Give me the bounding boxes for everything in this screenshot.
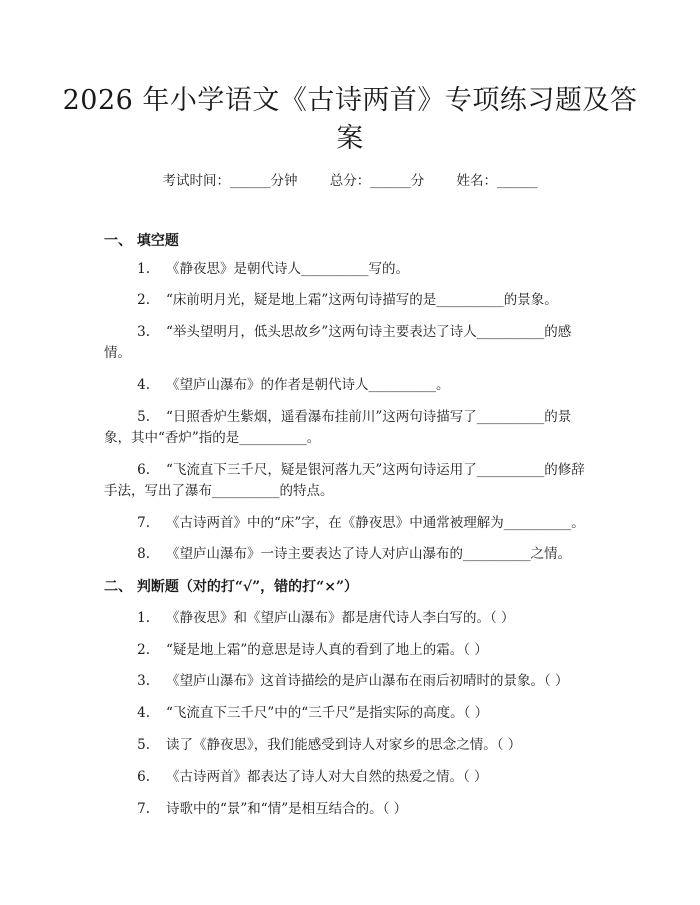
question-number: 3. (137, 324, 150, 340)
question-item (104, 259, 599, 280)
question-text: 《静夜思》和《望庐山瀑布》都是唐代诗人李白写的。（ ） (166, 610, 515, 626)
question-text: 《古诗两首》都表达了诗人对大自然的热爱之情。（ ） (166, 769, 488, 785)
question-text: 《静夜思》是朝代诗人__________写的。 (166, 261, 409, 277)
question-number: 1. (137, 261, 150, 277)
section-heading-fill-blank: 一、 填空题 (104, 233, 179, 249)
question-text: 诗歌中的“景”和“情”是相互结合的。（ ） (166, 801, 408, 817)
exam-score: 总分：______分 (329, 173, 425, 189)
student-name: 姓名：______ (456, 173, 538, 189)
question-number: 8. (137, 546, 150, 562)
question-number: 5. (137, 737, 150, 753)
question-text: “飞流直下三千尺”中的“三千尺”是指实际的高度。（ ） (166, 705, 489, 721)
question-item (104, 513, 599, 534)
question-text: “飞流直下三千尺，疑是银河落九天”这两句诗运用了__________的修辞 (166, 462, 585, 478)
question-number: 6. (137, 769, 150, 785)
question-text: 《古诗两首》中的“床”字，在《静夜思》中通常被理解为__________。 (166, 515, 585, 531)
question-item (104, 608, 599, 629)
question-text: 《望庐山瀑布》这首诗描绘的是庐山瀑布在雨后初晴时的景象。（ ） (166, 673, 569, 689)
section-heading-true-false: 二、 判断题（对的打“√”，错的打“×”） (104, 579, 359, 595)
question-item (104, 544, 599, 565)
question-number: 3. (137, 673, 150, 689)
question-item (104, 375, 599, 396)
question-item (104, 799, 599, 820)
question-number: 4. (137, 705, 150, 721)
question-number: 2. (137, 292, 150, 308)
question-text: 《望庐山瀑布》一诗主要表达了诗人对庐山瀑布的__________之情。 (166, 546, 571, 562)
document-title: 2026 年小学语文《古诗两首》专项练习题及答案 (62, 85, 638, 154)
question-item (104, 767, 599, 788)
question-item (104, 703, 599, 724)
question-item (104, 290, 599, 311)
question-number: 5. (137, 409, 150, 425)
question-number: 1. (137, 610, 150, 626)
question-number: 6. (137, 462, 150, 478)
question-item (104, 322, 599, 364)
question-item (104, 407, 599, 449)
question-number: 7. (137, 515, 150, 531)
question-text: “疑是地上霜”的意思是诗人真的看到了地上的霜。（ ） (166, 642, 488, 658)
question-number: 7. (137, 801, 150, 817)
question-text: 《望庐山瀑布》的作者是朝代诗人__________。 (166, 377, 450, 393)
exam-info-line (0, 169, 700, 189)
question-text-continued: 象，其中“香炉”指的是__________。 (104, 430, 321, 446)
question-item (104, 640, 599, 661)
question-item (104, 735, 599, 756)
question-number: 2. (137, 642, 150, 658)
question-number: 4. (137, 377, 150, 393)
question-text: “床前明月光，疑是地上霜”这两句诗描写的是__________的景象。 (166, 292, 558, 308)
question-text-continued: 情。 (104, 345, 131, 361)
question-text: “举头望明月，低头思故乡”这两句诗主要表达了诗人__________的感 (166, 324, 572, 340)
question-text: “日照香炉生紫烟，遥看瀑布挂前川”这两句诗描写了__________的景 (166, 409, 572, 425)
question-item (104, 671, 599, 692)
question-text: 读了《静夜思》，我们能感受到诗人对家乡的思念之情。（ ） (166, 737, 522, 753)
question-text-continued: 手法，写出了瀑布__________的特点。 (104, 483, 334, 499)
exam-time: 考试时间：______分钟 (162, 173, 298, 189)
question-item (104, 460, 599, 502)
